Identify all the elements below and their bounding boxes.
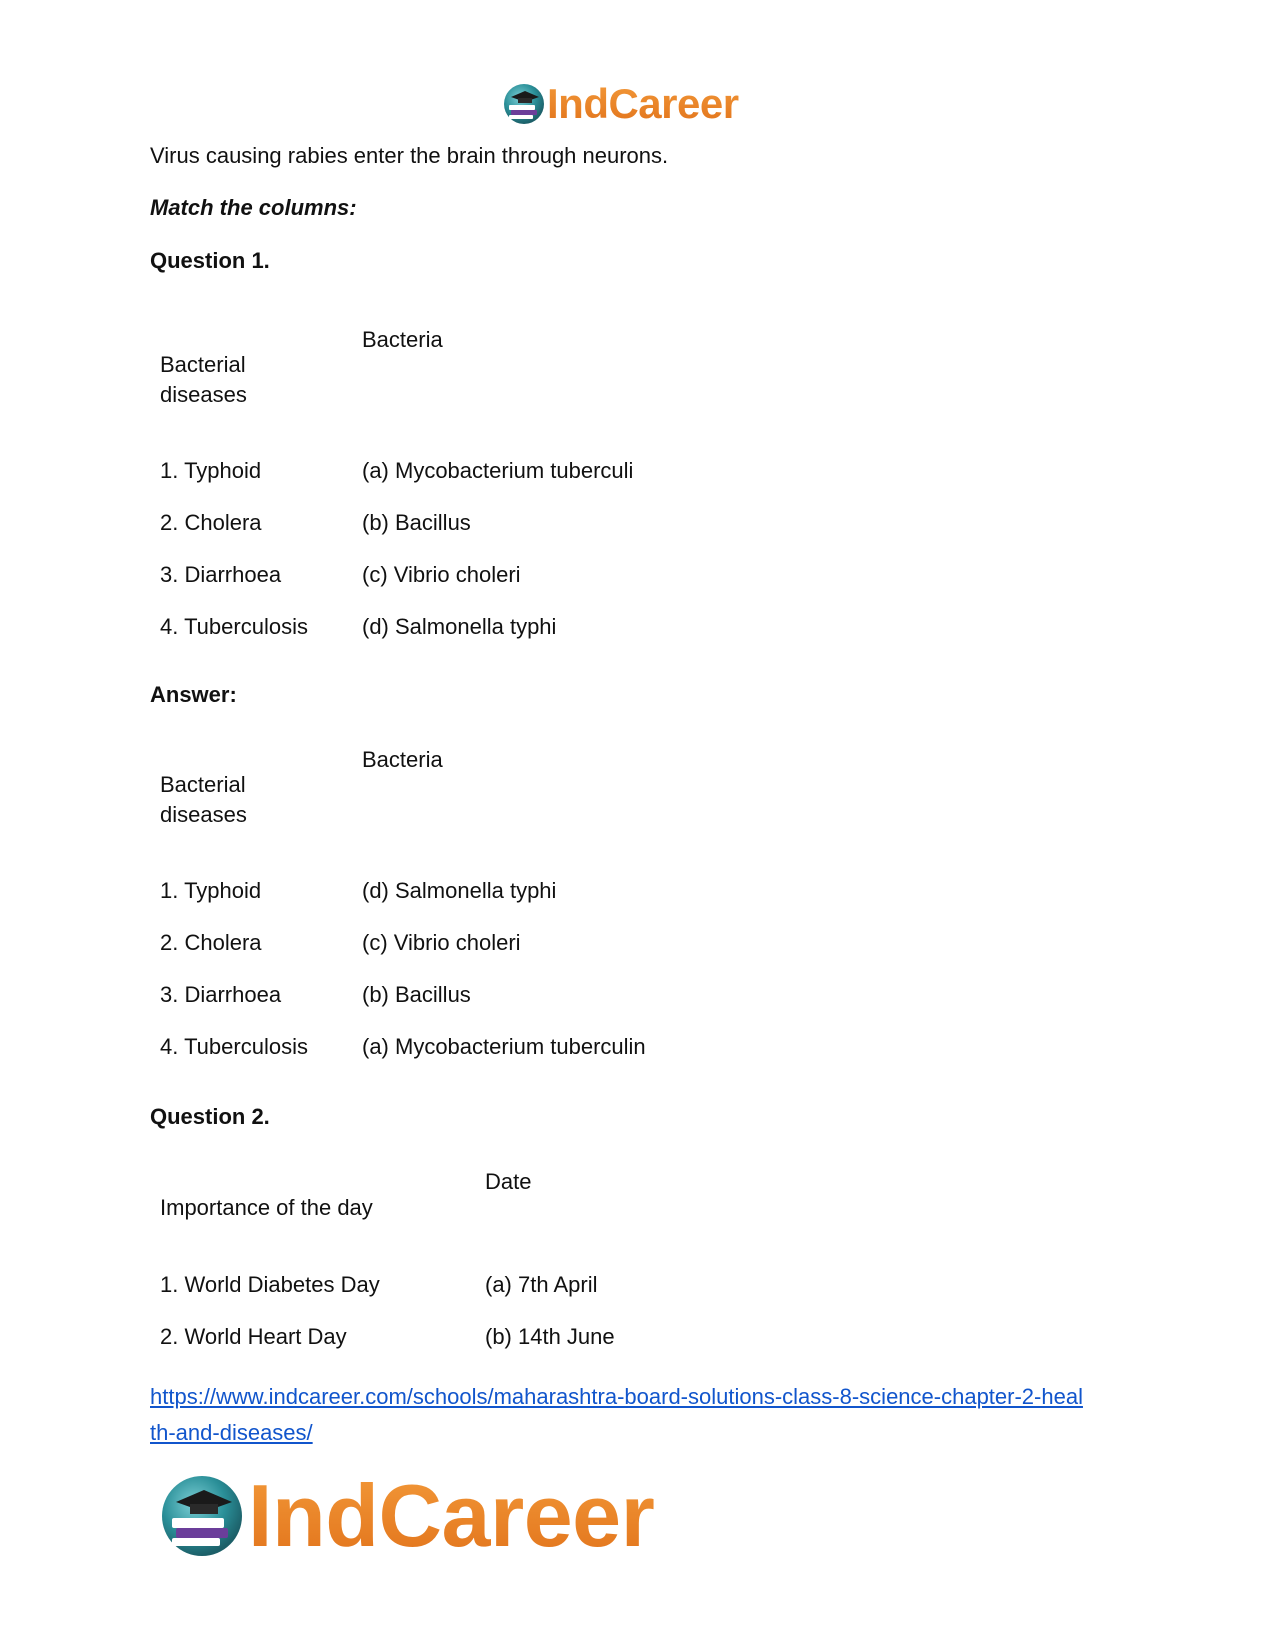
table-row-left: 1. World Diabetes Day <box>160 1272 380 1297</box>
table-row-left: 1. Typhoid <box>160 458 262 483</box>
brand-logo-bottom <box>160 1466 655 1565</box>
question1-header-left-line1: Bacterial <box>160 352 246 377</box>
table-row-right: (b) Bacillus <box>362 510 471 535</box>
table-row-right: (d) Salmonella typhi <box>362 614 557 639</box>
source-link[interactable] <box>150 1379 1130 1451</box>
table-row-left: 2. Cholera <box>160 510 262 535</box>
answer1-header-right: Bacteria <box>362 747 443 772</box>
source-link-line2[interactable]: th-and-diseases/ <box>150 1420 313 1445</box>
table-row-left: 2. Cholera <box>160 930 262 955</box>
table-row-right: (b) 14th June <box>485 1324 615 1349</box>
question1-label: Question 1. <box>150 248 270 273</box>
source-link-line1[interactable]: https://www.indcareer.com/schools/maharashtra-board-solutions-class-8-science-chapter-2-heal <box>150 1384 1083 1409</box>
intro-text: Virus causing rabies enter the brain through neurons. <box>150 143 669 168</box>
table-row-right: (c) Vibrio choleri <box>362 930 521 955</box>
table-row-left: 1. Typhoid <box>160 878 262 903</box>
table-row-right: (c) Vibrio choleri <box>362 562 521 587</box>
table-row-right: (b) Bacillus <box>362 982 471 1007</box>
question1-header-right: Bacteria <box>362 327 443 352</box>
table-row-left: 2. World Heart Day <box>160 1324 347 1349</box>
graduation-book-icon <box>160 1474 244 1558</box>
question2-header-left: Importance of the day <box>160 1195 373 1220</box>
answer1-header-left-line1: Bacterial <box>160 772 246 797</box>
table-row-right: (a) 7th April <box>485 1272 598 1297</box>
table-row-left: 3. Diarrhoea <box>160 562 282 587</box>
brand-logo-top <box>503 80 739 128</box>
table-row-right: (a) Mycobacterium tuberculi <box>362 458 634 483</box>
table-row-left: 4. Tuberculosis <box>160 614 308 639</box>
answer1-header-left-line2: diseases <box>160 802 247 827</box>
question2-label: Question 2. <box>150 1104 270 1129</box>
section-heading: Match the columns: <box>150 195 357 220</box>
graduation-book-icon <box>503 83 545 125</box>
answer1-label: Answer: <box>150 682 237 707</box>
brand-wordmark: IndCareer <box>248 1466 655 1565</box>
table-row-right: (d) Salmonella typhi <box>362 878 557 903</box>
question2-header-right: Date <box>485 1169 532 1194</box>
question1-header-left-line2: diseases <box>160 382 247 407</box>
table-row-left: 4. Tuberculosis <box>160 1034 308 1059</box>
table-row-right: (a) Mycobacterium tuberculin <box>362 1034 646 1059</box>
brand-wordmark: IndCareer <box>547 80 739 127</box>
table-row-left: 3. Diarrhoea <box>160 982 282 1007</box>
